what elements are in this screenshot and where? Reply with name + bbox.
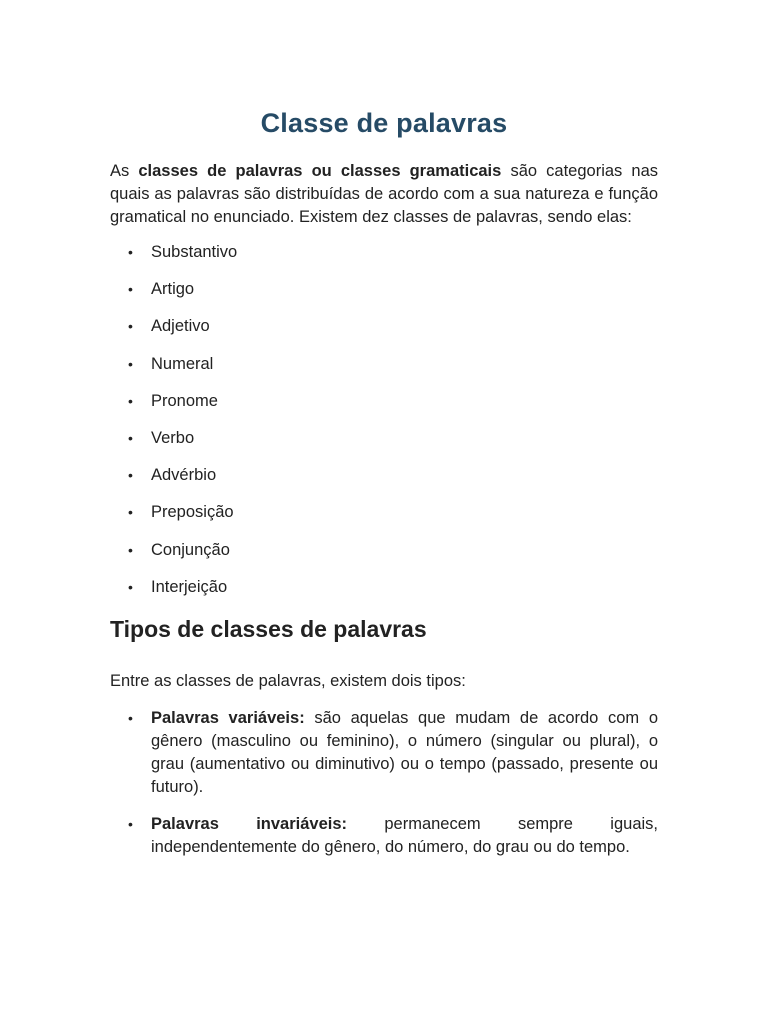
bullet-icon: •: [128, 504, 133, 521]
list-item: [110, 707, 658, 799]
list-item: [110, 353, 658, 376]
list-item-label: Preposição: [151, 503, 234, 522]
list-item-label: Advérbio: [151, 466, 217, 485]
section-heading: Tipos de classes de palavras: [110, 615, 427, 642]
list-item-label: Interjeição: [151, 577, 228, 596]
list-item: [110, 278, 658, 301]
bullet-icon: •: [128, 467, 133, 484]
list-item: [110, 539, 658, 562]
bullet-icon: •: [128, 541, 133, 558]
type-term: Palavras variáveis:: [151, 708, 305, 727]
list-item-label: Numeral: [151, 354, 214, 373]
list-item: [110, 464, 658, 487]
bullet-icon: •: [128, 318, 133, 335]
list-item-label: Substantivo: [151, 243, 238, 261]
bullet-icon: •: [128, 281, 133, 298]
list-item-label: Adjetivo: [151, 317, 210, 336]
intro-prefix: As: [110, 162, 139, 180]
section-intro: Entre as classes de palavras, existem dois tipos:: [110, 671, 466, 690]
word-classes-list: [110, 241, 658, 599]
bullet-icon: •: [128, 429, 133, 446]
type-description: permanecem sempre iguais, independentemente do gênero, do número, do grau ou do tempo.: [151, 814, 658, 856]
type-term: Palavras invariáveis:: [151, 814, 348, 833]
word-types-list: [110, 707, 658, 859]
bullet-icon: •: [128, 709, 133, 726]
list-item: [110, 576, 658, 599]
type-description: são aquelas que mudam de acordo com o gênero (masculino ou feminino), o número (singular ou plural), o grau (aumentativo ou diminutivo) ou o tempo (passado, presente ou futuro).: [151, 708, 658, 796]
intro-rest: são categorias nas quais as palavras são distribuídas de acordo com a sua natureza e função gramatical no enunciado. Existem dez classes de palavras, sendo elas:: [110, 162, 658, 226]
list-item: [110, 315, 658, 338]
list-item: [110, 241, 658, 264]
bullet-icon: •: [128, 578, 133, 595]
bullet-icon: •: [128, 244, 133, 260]
document-page: [110, 104, 658, 873]
bullet-icon: •: [128, 815, 133, 832]
list-item: [110, 390, 658, 413]
list-item: [110, 813, 658, 859]
list-item: [110, 501, 658, 524]
bullet-icon: •: [128, 355, 133, 372]
page-title: Classe de palavras: [260, 108, 508, 138]
list-item: [110, 427, 658, 450]
list-item-label: Artigo: [151, 280, 195, 299]
bullet-icon: •: [128, 392, 133, 409]
intro-paragraph: [110, 160, 658, 229]
list-item-label: Conjunção: [151, 540, 230, 559]
list-item-label: Pronome: [151, 391, 218, 410]
list-item-label: Verbo: [151, 428, 195, 447]
intro-bold-term: classes de palavras ou classes gramaticais: [138, 162, 502, 180]
